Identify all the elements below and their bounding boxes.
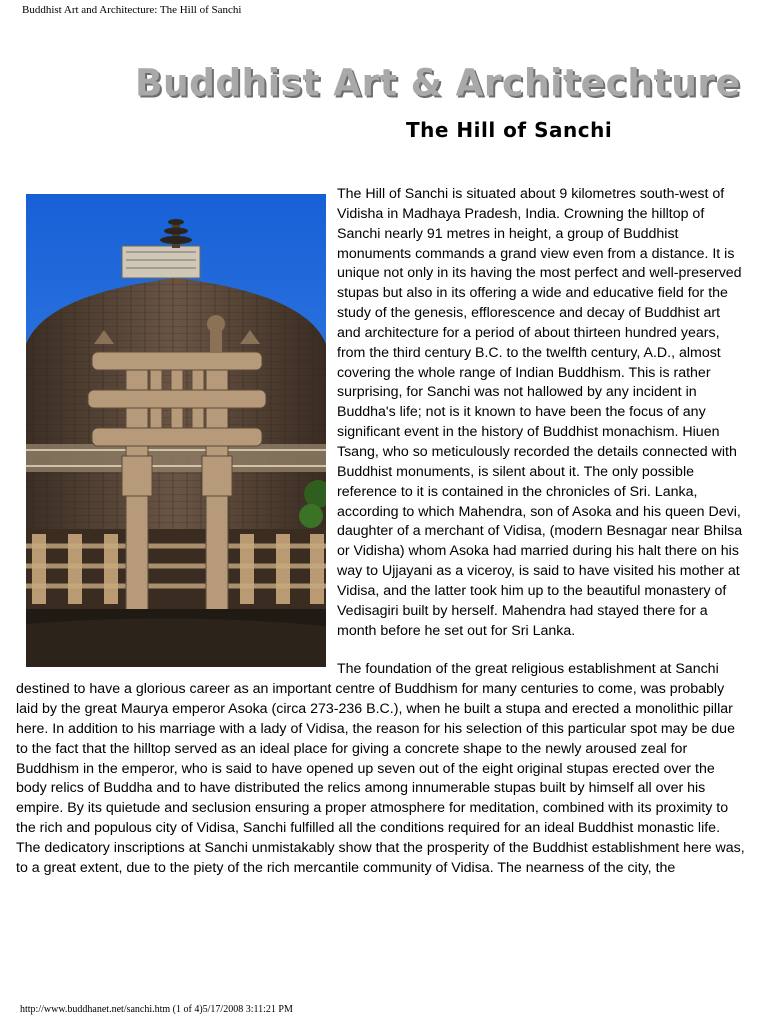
banner-title: Buddhist Art & Architechture	[135, 62, 741, 106]
banner-subtitle: The Hill of Sanchi	[406, 118, 613, 142]
article-paragraph-1: The Hill of Sanchi is situated about 9 kilometres south-west of Vidisha in Madhaya Pradesh, India. Crowning the hilltop of Sanchi nearly 91 metres in height, a group of Buddhist monuments commands a grand view even from a distance. It is unique not only in its having the most perfect and well-preserved stupas but also in its offering a wide and educative field for the study of the genesis, efflorescence and decay of Buddhist art and architecture for a period of about thirteen hundred years, from the third century B.C. to the twelfth century, A.D., almost covering the whole range of Indian Buddhism. This is rather surprising, for Sanchi was not hallowed by any incident in Buddha's life; not is it known to have been the focus of any significant event in the history of Buddhist monachism. Hiuen Tsang, who so meticulously recorded the details connected with Buddhist monuments, is silent about it. The only possible reference to it is contained in the chronicles of Sri. Lanka, according to which Mahendra, son of Asoka and his queen Devi, daughter of a merchant of Vidisa, (modern Besnagar near Bhilsa or Vidisha) whom Asoka had married during his halt there on his way to Ujjayani as a viceroy, is said to have visited his mother at Vidisa, and the latter took him up to the beautiful monastery of Vedisagiri built by herself. Mahendra had stayed there for a month before he set out for Sri Lanka.	[337, 186, 743, 639]
article-body	[16, 185, 747, 898]
photo-wrap-spacer	[16, 185, 337, 671]
page-header: Buddhist Art and Architecture: The Hill of Sanchi	[22, 4, 242, 16]
page-footer-url: http://www.buddhanet.net/sanchi.htm (1 of 4)5/17/2008 3:11:21 PM	[20, 1004, 293, 1015]
article-paragraph-2: The foundation of the great religious establishment at Sanchi destined to have a glorious career as an important centre of Buddhism for many centuries to come, was probably laid by the great Maurya emperor Asoka (circa 273-236 B.C.), when he built a stupa and erected a monolithic pillar here. In addition to his marriage with a lady of Vidisa, the reason for his selection of this particular spot may be due to the fact that the hilltop served as an ideal place for giving a concrete shape to the newly aroused zeal for Buddhism in the emperor, who is said to have opened up seven out of the eight original stupas erected over the body relics of Buddha and to have distributed the relics among innumerable stupas built by himself all over his empire. By its quietude and seclusion ensuring a proper atmosphere for meditation, combined with its proximity to the rich and populous city of Vidisa, Sanchi fulfilled all the conditions required for an ideal Buddhist monastic life. The dedicatory inscriptions at Sanchi unmistakably show that the prosperity of the Buddhist establishment here was, to a great extent, due to the piety of the rich mercantile community of Vidisa. The nearness of the city, the	[16, 661, 745, 876]
